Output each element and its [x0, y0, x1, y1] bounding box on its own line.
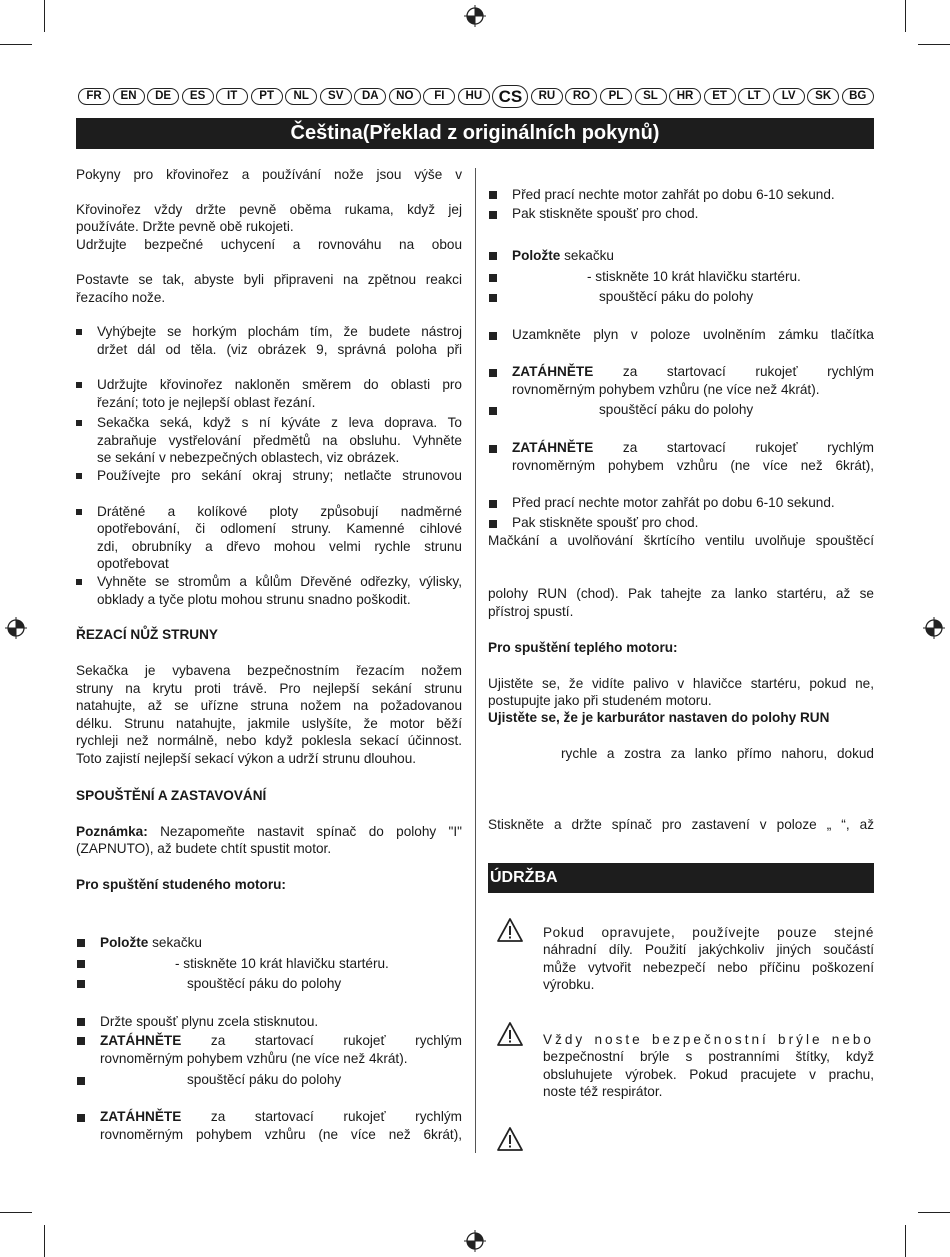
- page-title: Čeština(Překlad z originálních pokynů): [76, 118, 874, 149]
- step-text: sekačku: [148, 935, 202, 950]
- list-item: opotřebovat: [97, 556, 169, 571]
- list-item: Používejte pro sekání okraj struny; netlačte strunovou: [97, 468, 462, 483]
- language-tab-lt[interactable]: LT: [738, 88, 770, 105]
- step-bold: ZATÁHNĚTE: [512, 440, 594, 455]
- step-text: sekačku: [560, 248, 614, 263]
- step-bold: ZATÁHNĚTE: [512, 364, 594, 379]
- crop-mark: [0, 1212, 32, 1213]
- step-item: [100, 934, 462, 951]
- language-tab-cs[interactable]: CS: [492, 85, 528, 108]
- bullet-icon: [489, 407, 497, 415]
- column-divider: [475, 168, 476, 1153]
- bullet-icon: [76, 473, 82, 479]
- list-item: zabraňuje vystřelování předmětů na obsluhu. Vyhněte: [97, 433, 462, 448]
- registration-mark-icon: [464, 1230, 486, 1252]
- step-item: [100, 1032, 462, 1049]
- registration-mark-icon: [923, 617, 945, 639]
- crop-mark: [905, 0, 906, 32]
- step-text: za startovací rukojeť rychlým: [593, 440, 874, 455]
- list-item: Vyhněte se stromům a kůlům Dřevěné odřezky, výlisky,: [97, 574, 462, 589]
- crop-mark: [44, 1225, 45, 1257]
- language-bar: [78, 86, 874, 106]
- step-item: [512, 439, 874, 456]
- step-bold: Položte: [100, 935, 149, 950]
- bullet-icon: [77, 1037, 85, 1045]
- language-tab-et[interactable]: ET: [704, 88, 736, 105]
- list-item: obklady a tyče plotu mohou strunu snadno poškodit.: [97, 592, 411, 607]
- list-item: se sekání v nebezpečných oblastech, viz obrázek.: [97, 450, 400, 465]
- language-tab-bg[interactable]: BG: [842, 88, 874, 105]
- language-tab-en[interactable]: EN: [113, 88, 145, 105]
- section-heading: ŘEZACÍ NŮŽ STRUNY: [76, 627, 218, 642]
- section-heading: SPOUŠTĚNÍ A ZASTAVOVÁNÍ: [76, 788, 267, 803]
- language-tab-de[interactable]: DE: [147, 88, 179, 105]
- step-item: spouštěcí páku do polohy: [187, 976, 342, 991]
- list-item: Sekačka seká, když s ní kýváte z leva doprava. To: [97, 415, 462, 430]
- warning-line: náhradní díly. Použití jakýchkoliv jiných součástí: [543, 942, 874, 957]
- language-tab-ro[interactable]: RO: [565, 88, 597, 105]
- warning-line: může vytvořit nebezpečí nebo příčinu poškození: [543, 960, 874, 975]
- warning-triangle-icon: [496, 1021, 524, 1047]
- step-item: rovnoměrným pohybem vzhůru (ne více než 4krát).: [100, 1051, 408, 1066]
- step-bold: Položte: [512, 248, 561, 263]
- step-item: rovnoměrným pohybem vzhůru (ne více než 6krát),: [512, 458, 874, 473]
- language-tab-pt[interactable]: PT: [251, 88, 283, 105]
- section-heading-maintenance: ÚDRŽBA: [488, 863, 874, 893]
- warning-line: výrobku.: [543, 977, 595, 992]
- crop-mark: [0, 44, 32, 45]
- step-item: - stiskněte 10 krát hlavičku startéru.: [175, 956, 389, 971]
- language-tab-sk[interactable]: SK: [807, 88, 839, 105]
- left-column: [76, 166, 462, 1156]
- warning-line: noste též respirátor.: [543, 1084, 663, 1099]
- language-tab-ru[interactable]: RU: [531, 88, 563, 105]
- bullet-icon: [76, 382, 82, 388]
- step-item: Pak stiskněte spoušť pro chod.: [512, 206, 699, 221]
- bullet-icon: [489, 369, 497, 377]
- step-item: Uzamkněte plyn v poloze uvolněním zámku tlačítka: [512, 327, 874, 342]
- crop-mark: [44, 0, 45, 32]
- list-item: zdi, obrubníky a dřevo mohou velmi rychle strunu: [97, 539, 462, 554]
- language-tab-es[interactable]: ES: [182, 88, 214, 105]
- language-tab-lv[interactable]: LV: [773, 88, 805, 105]
- paragraph: Toto zajistí nejlepší sekací výkon a udrží strunu dlouhou.: [76, 751, 417, 766]
- paragraph: Křovinořez vždy držte pevně oběma rukama, když jej: [76, 202, 462, 217]
- list-item: Vyhýbejte se horkým plochám tím, že budete nástroj: [97, 324, 462, 339]
- registration-mark-icon: [464, 5, 486, 27]
- paragraph: Postavte se tak, abyste byli připraveni na zpětnou reakci: [76, 272, 462, 287]
- warning-line: Pokud opravujete, používejte pouze stejné: [543, 925, 874, 940]
- warning-triangle-icon: [496, 1126, 524, 1152]
- paragraph: Pokyny pro křovinořez a používání nože jsou výše v: [76, 167, 462, 182]
- bullet-icon: [76, 579, 82, 585]
- paragraph: polohy RUN (chod). Pak tahejte za lanko startéru, až se: [488, 586, 874, 601]
- bullet-icon: [76, 329, 82, 335]
- language-tab-sl[interactable]: SL: [635, 88, 667, 105]
- step-item: [512, 363, 874, 380]
- paragraph: řezacího nože.: [76, 290, 166, 305]
- bullet-icon: [77, 1114, 85, 1122]
- language-tab-hr[interactable]: HR: [669, 88, 701, 105]
- paragraph: rychle a zostra za lanko přímo nahoru, dokud: [561, 746, 874, 761]
- step-item: Před prací nechte motor zahřát po dobu 6-10 sekund.: [512, 495, 835, 510]
- step-item: spouštěcí páku do polohy: [599, 289, 754, 304]
- step-text: za startovací rukojeť rychlým: [181, 1109, 462, 1124]
- step-text: za startovací rukojeť rychlým: [593, 364, 874, 379]
- step-item: [512, 247, 874, 264]
- list-item: držet dál od těla. (viz obrázek 9, správná poloha při: [97, 342, 462, 357]
- paragraph: Sekačka je vybavena bezpečnostním řezacím nožem: [76, 663, 462, 678]
- bullet-icon: [76, 509, 82, 515]
- right-column: [488, 186, 874, 1156]
- language-tab-no[interactable]: NO: [389, 88, 421, 105]
- paragraph: Stiskněte a držte spínač pro zastavení v poloze „ “, až: [488, 817, 874, 832]
- bullet-icon: [489, 274, 497, 282]
- bullet-icon: [77, 980, 85, 988]
- language-tab-fr[interactable]: FR: [78, 88, 110, 105]
- bullet-icon: [489, 294, 497, 302]
- language-tab-da[interactable]: DA: [354, 88, 386, 105]
- paragraph: postupujte jako při studeném motoru.: [488, 693, 712, 708]
- subheading: Pro spuštění studeného motoru:: [76, 877, 286, 892]
- step-bold: ZATÁHNĚTE: [100, 1033, 182, 1048]
- step-text: za startovací rukojeť rychlým: [181, 1033, 462, 1048]
- step-item: spouštěcí páku do polohy: [187, 1072, 342, 1087]
- crop-mark: [905, 1225, 906, 1257]
- warning-line: obsluhujete výrobek. Pokud pracujete v prachu,: [543, 1067, 874, 1082]
- step-item: spouštěcí páku do polohy: [599, 402, 754, 417]
- subheading: Pro spuštění teplého motoru:: [488, 640, 678, 655]
- step-item: [100, 1108, 462, 1125]
- list-item: řezání; toto je nejlepší oblast řezání.: [97, 395, 316, 410]
- step-item: Držte spoušť plynu zcela stisknutou.: [100, 1014, 319, 1029]
- step-item: Před prací nechte motor zahřát po dobu 6-10 sekund.: [512, 187, 835, 202]
- language-tab-fi[interactable]: FI: [423, 88, 455, 105]
- paragraph-bold: Ujistěte se, že je karburátor nastaven do polohy RUN: [488, 710, 830, 725]
- note-paragraph: [76, 823, 462, 840]
- bullet-icon: [77, 960, 85, 968]
- paragraph: Ujistěte se, že vidíte palivo v hlavičce startéru, pokud ne,: [488, 676, 874, 691]
- paragraph: délku. Strunu natahujte, jakmile uslyšíte, že motor běží: [76, 716, 462, 731]
- list-item: opotřebování, či odlomení struny. Kamenné cihlové: [97, 521, 462, 536]
- bullet-icon: [489, 191, 497, 199]
- paragraph: Mačkání a uvolňování škrtícího ventilu uvolňuje spouštěcí: [488, 533, 874, 548]
- warning-triangle-icon: [496, 917, 524, 943]
- note-label: Poznámka:: [76, 824, 148, 839]
- list-item: Drátěné a kolíkové ploty způsobují nadměrné: [97, 504, 462, 519]
- bullet-icon: [489, 211, 497, 219]
- list-item: Udržujte křovinořez nakloněn směrem do oblasti pro: [97, 377, 462, 392]
- bullet-icon: [489, 252, 497, 260]
- bullet-icon: [489, 500, 497, 508]
- step-item: rovnoměrným pohybem vzhůru (ne více než 4krát).: [512, 382, 820, 397]
- language-tab-it[interactable]: IT: [216, 88, 248, 105]
- crop-mark: [918, 1212, 950, 1213]
- bullet-icon: [77, 939, 85, 947]
- step-item: rovnoměrným pohybem vzhůru (ne více než 6krát),: [100, 1127, 462, 1142]
- paragraph: natahujte, až se uřízne struna nožem na požadovanou: [76, 698, 462, 713]
- bullet-icon: [489, 445, 497, 453]
- paragraph: rychleji než normálně, nebo když poklesla sekací účinnost.: [76, 733, 462, 748]
- bullet-icon: [76, 420, 82, 426]
- step-bold: ZATÁHNĚTE: [100, 1109, 182, 1124]
- step-item: - stiskněte 10 krát hlavičku startéru.: [587, 269, 801, 284]
- paragraph: používáte. Držte pevně obě rukojeti.: [76, 219, 294, 234]
- warning-line: bezpečnostní brýle s postranními štítky, když: [543, 1049, 874, 1064]
- language-tab-pl[interactable]: PL: [600, 88, 632, 105]
- paragraph: přístroj spustí.: [488, 604, 574, 619]
- bullet-icon: [77, 1018, 85, 1026]
- step-item: Pak stiskněte spoušť pro chod.: [512, 515, 699, 530]
- note-paragraph: (ZAPNUTO), až budete chtít spustit motor.: [76, 841, 332, 856]
- language-tab-sv[interactable]: SV: [320, 88, 352, 105]
- crop-mark: [918, 44, 950, 45]
- note-text: Nezapomeňte nastavit spínač do polohy "I": [147, 824, 462, 839]
- warning-line: Vždy noste bezpečnostní brýle nebo: [543, 1032, 874, 1047]
- registration-mark-icon: [5, 617, 27, 639]
- bullet-icon: [77, 1077, 85, 1085]
- bullet-icon: [489, 520, 497, 528]
- bullet-icon: [489, 332, 497, 340]
- paragraph: Udržujte bezpečné uchycení a rovnováhu na obou: [76, 237, 462, 252]
- language-tab-hu[interactable]: HU: [458, 88, 490, 105]
- paragraph: struny na krytu proti trávě. Pro nejlepší sekání strunu: [76, 681, 462, 696]
- language-tab-nl[interactable]: NL: [285, 88, 317, 105]
